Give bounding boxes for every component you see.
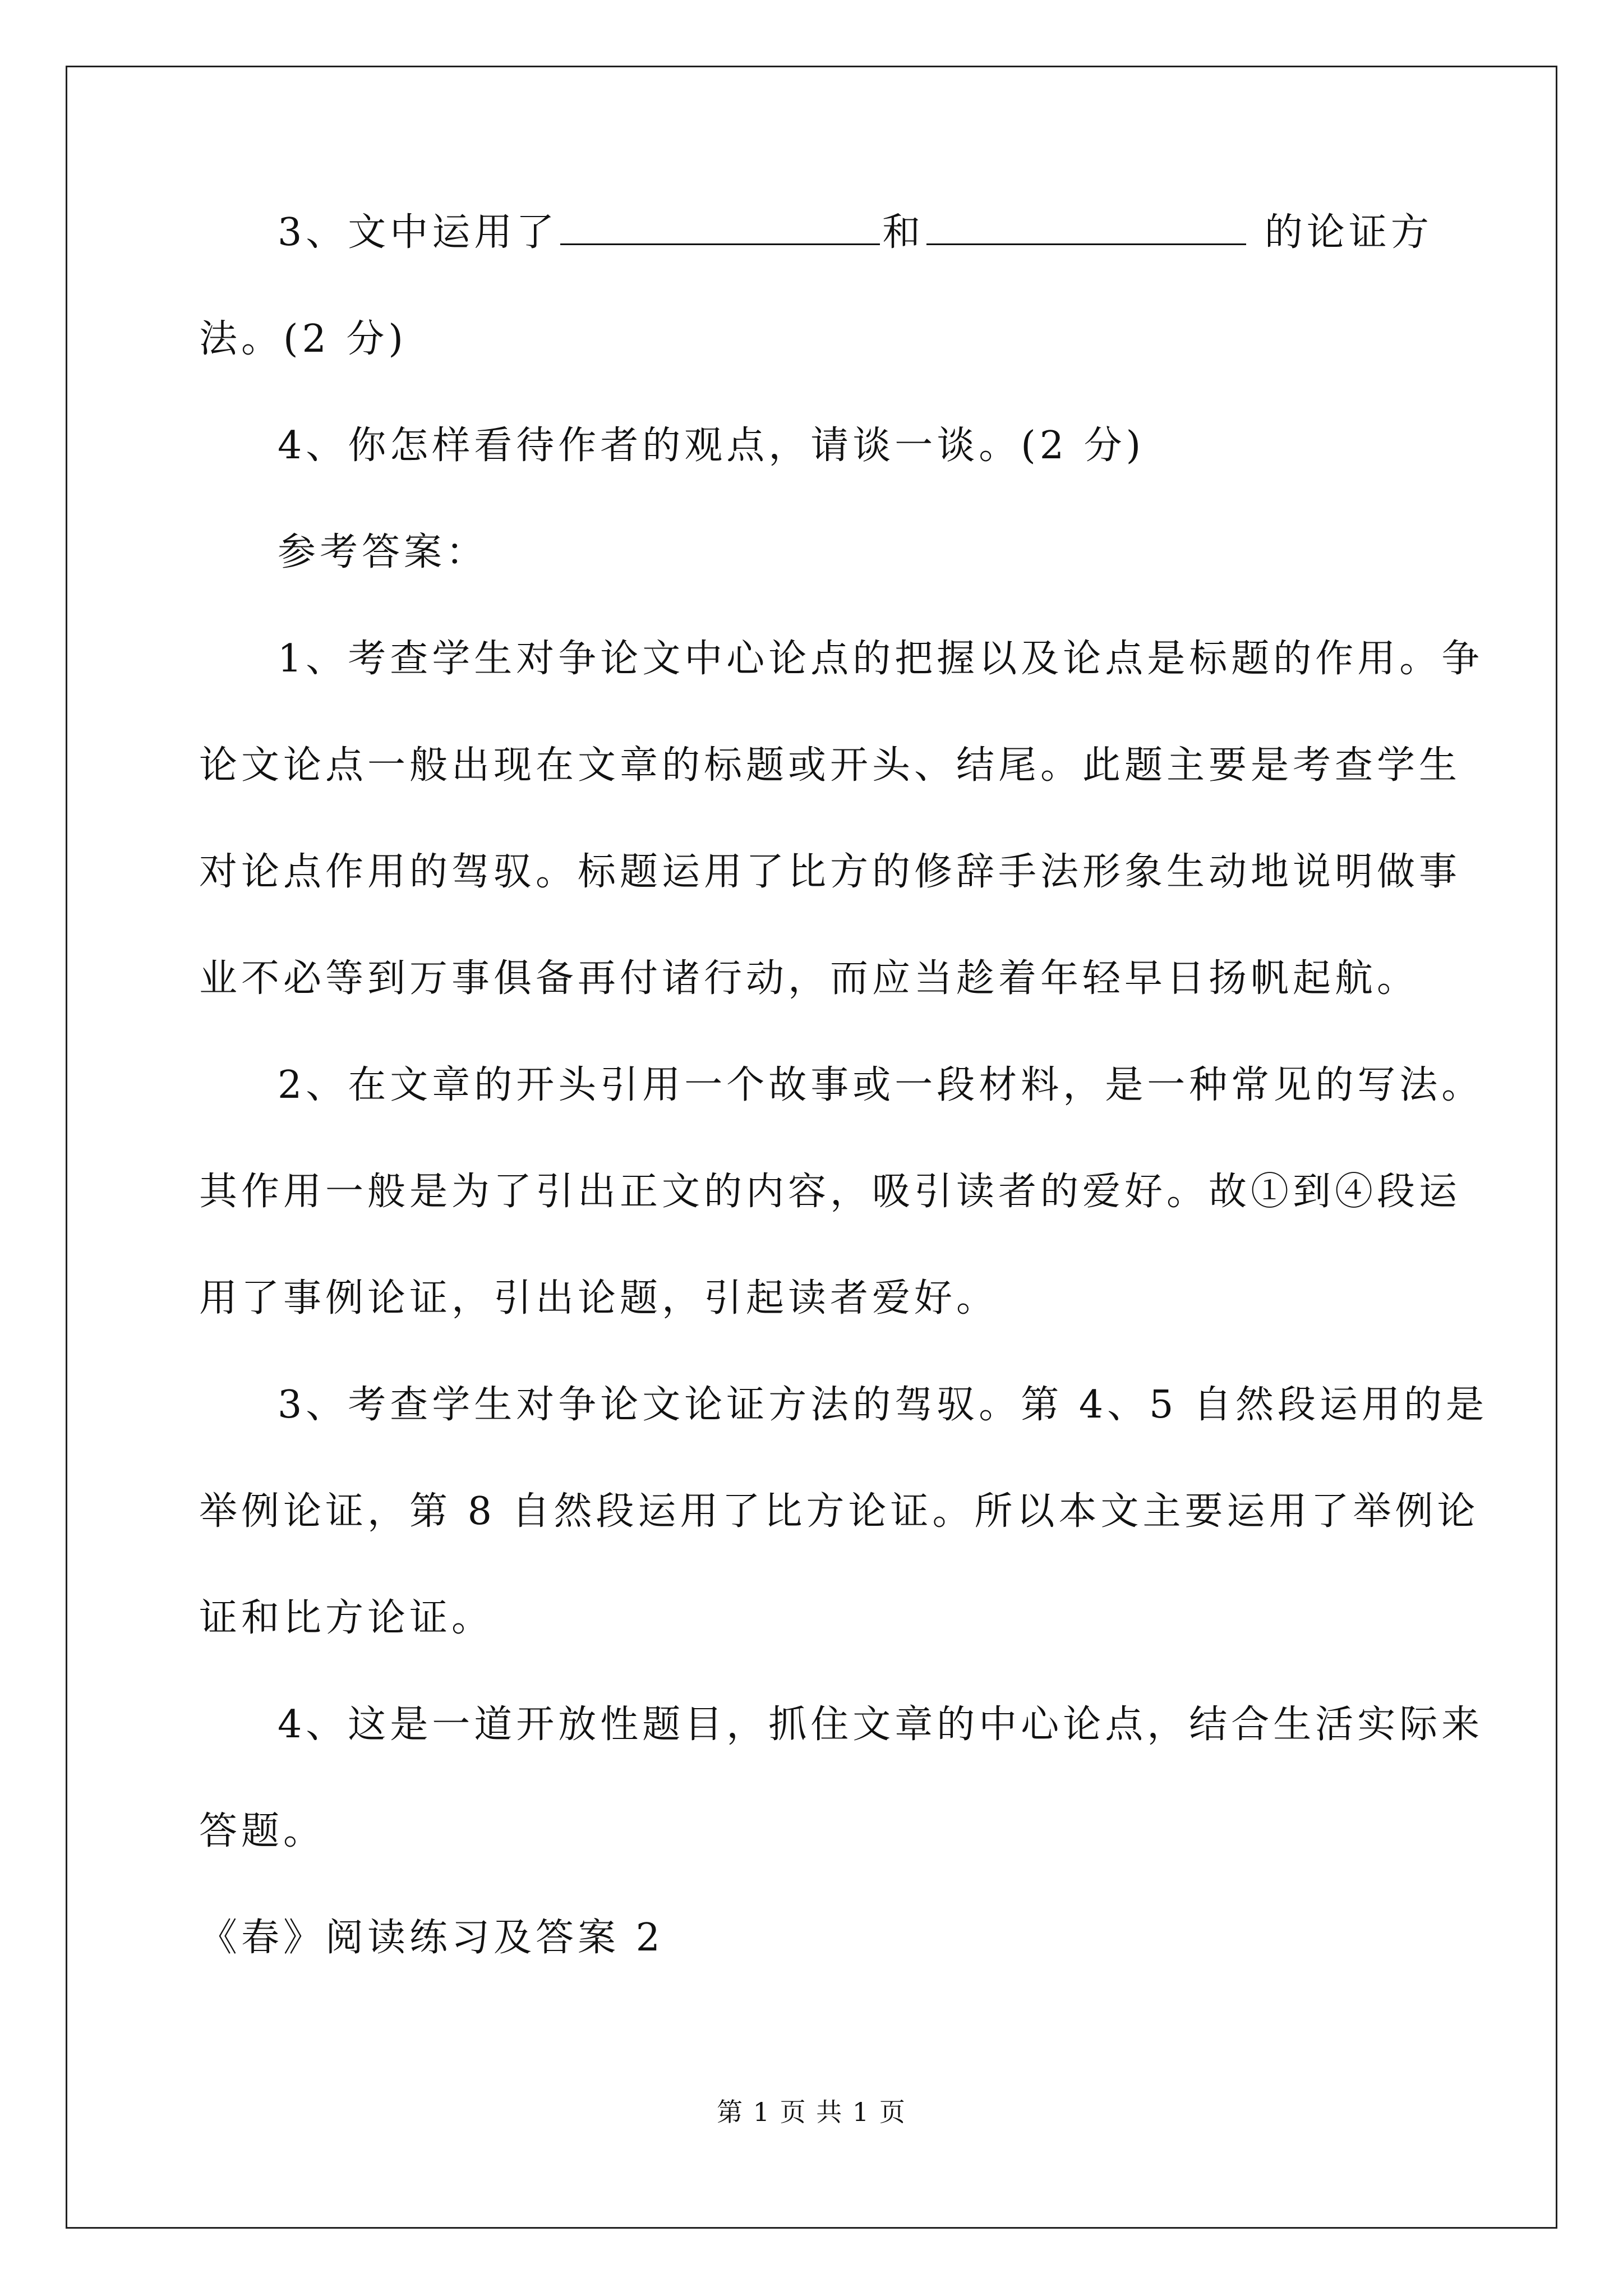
answer-2-line: 用了事例论证，引出论题，引起读者爱好。 xyxy=(199,1276,999,1320)
answer-blank-2 xyxy=(926,210,1246,245)
answer-2-line: 2、在文章的开头引用一个故事或一段材料，是一种常见的写法。 xyxy=(278,1063,1484,1107)
question-3-line-1 xyxy=(278,208,1433,258)
question-4: 4、你怎样看待作者的观点，请谈一谈。(2 分) xyxy=(278,424,1145,468)
page-border xyxy=(66,66,1557,2229)
question-3-suffix: 的论证方 xyxy=(1264,210,1433,255)
answer-4-line: 答题。 xyxy=(199,1809,326,1853)
answer-1-line: 业不必等到万事俱备再付诸行动，而应当趁着年轻早日扬帆起航。 xyxy=(199,956,1419,1001)
page-footer: 第 1 页 共 1 页 xyxy=(717,2097,906,2127)
question-3-prefix: 3、文中运用了 xyxy=(278,210,559,255)
answer-3-line: 举例论证，第 8 自然段运用了比方论证。所以本文主要运用了举例论 xyxy=(199,1489,1479,1534)
question-3-middle: 和 xyxy=(882,210,925,255)
answer-3-line: 证和比方论证。 xyxy=(199,1596,494,1640)
answer-blank-1 xyxy=(560,210,880,245)
section-title: 《春》阅读练习及答案 2 xyxy=(199,1916,664,1960)
answers-heading: 参考答案： xyxy=(278,530,488,574)
answer-2-line: 其作用一般是为了引出正文的内容，吸引读者的爱好。故①到④段运 xyxy=(199,1170,1461,1214)
answer-3-line: 3、考查学生对争论文论证方法的驾驭。第 4、5 自然段运用的是 xyxy=(278,1383,1488,1427)
answer-4-line: 4、这是一道开放性题目，抓住文章的中心论点，结合生活实际来 xyxy=(278,1703,1484,1747)
answer-1-line: 论文论点一般出现在文章的标题或开头、结尾。此题主要是考查学生 xyxy=(199,743,1461,788)
question-3-line-2: 法。(2 分) xyxy=(199,317,407,361)
answer-1-line: 1、考查学生对争论文中心论点的把握以及论点是标题的作用。争 xyxy=(278,637,1484,681)
answer-1-line: 对论点作用的驾驭。标题运用了比方的修辞手法形象生动地说明做事 xyxy=(199,850,1461,894)
